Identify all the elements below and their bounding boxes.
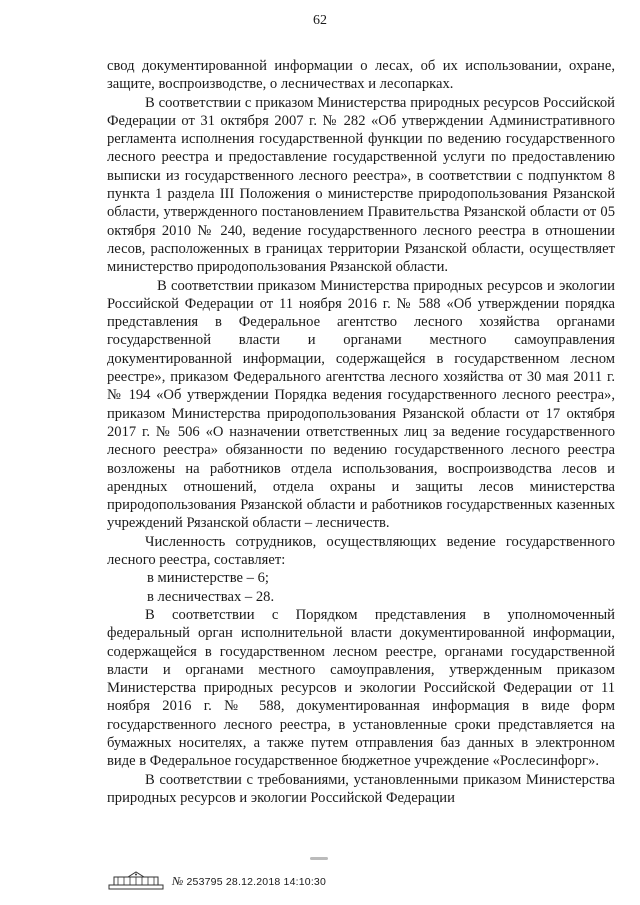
paragraph-requirements: В соответствии с требованиями, установленными приказом Министерства природных ресурсов и экологии Российской Федерации bbox=[107, 771, 615, 806]
document-footer bbox=[108, 869, 326, 893]
paragraph-registry-responsibility: В соответствии с приказом Министерства природных ресурсов Российской Федерации от 31 октября 2007 г. № 282 «Об утверждении Административного регламента исполнения государственной функции по ведению государственного лесного реестра и предоставление государственной услуги по предоставлению выписки из государственного лесного реестра», в соответствии с подпунктом 8 пункта 1 раздела III Положения о министерстве природопользования Рязанской области, утвержденного постановлением Правительства Рязанской области от 05 октября 2010 № 240, ведение государственного лесного реестра в отношении лесов, расположенных в границах территории Рязанской области, осуществляет министерство природопользования Рязанской области. bbox=[107, 94, 615, 276]
scan-mark bbox=[310, 857, 328, 860]
document-body bbox=[107, 57, 615, 807]
number-sign: № bbox=[172, 873, 184, 888]
paragraph-staff-count: Численность сотрудников, осуществляющих ведение государственного лесного реестра, составляет: bbox=[107, 533, 615, 569]
paragraph-assigned-staff: В соответствии приказом Министерства природных ресурсов и экологии Российской Федерации от 11 ноября 2016 г. № 588 «Об утверждении порядка представления в Федеральное агентство лесного хозяйства органами государственной власти и органами местного самоуправления документированной информации, содержащейся в государственном лесном реестре», приказом Федерального агентства лесного хозяйства от 30 мая 2011 г. № 194 «Об утверждении Порядка ведения государственного лесного реестра», приказом Министерства природопользования Рязанской области от 17 октября 2017 г. № 506 «О назначении ответственных лиц за ведение государственного лесного реестра» обязанности по ведению государственного лесного реестра возложены на работников отдела использования, воспроизводства лесов и арендных отношений, отдела охраны и защиты лесов министерства природопользования Рязанской области и работников государственных казенных учреждений Рязанской области – лесничеств. bbox=[107, 277, 615, 532]
document-stamp-text: 253795 28.12.2018 14:10:30 bbox=[186, 875, 327, 888]
paragraph-information-submission: В соответствии с Порядком представления в уполномоченный федеральный орган исполнительной власти документированной информации, содержащейся в государственном лесном реестре, органами государственной власти и органами местного самоуправления, утвержденным приказом Министерства природных ресурсов и экологии Российской Федерации от 11 ноября 2016 г. № 588, документированная информация в виде форм государственного лесного реестра, в установленные сроки представляется на бумажных носителях, а также путем отправления баз данных в электронном виде в Федеральное государственное бюджетное учреждение «Рослесинфорг». bbox=[107, 606, 615, 770]
document-stamp bbox=[172, 874, 326, 889]
list-item-forestries: в лесничествах – 28. bbox=[147, 588, 275, 605]
paragraph-continuation: свод документированной информации о лесах, об их использовании, охране, защите, воспроизводстве, о лесничествах и лесопарках. bbox=[107, 58, 615, 93]
document-seal-icon bbox=[108, 871, 164, 891]
list-item-ministry: в министерстве – 6; bbox=[147, 570, 269, 587]
page-number: 62 bbox=[313, 13, 327, 28]
